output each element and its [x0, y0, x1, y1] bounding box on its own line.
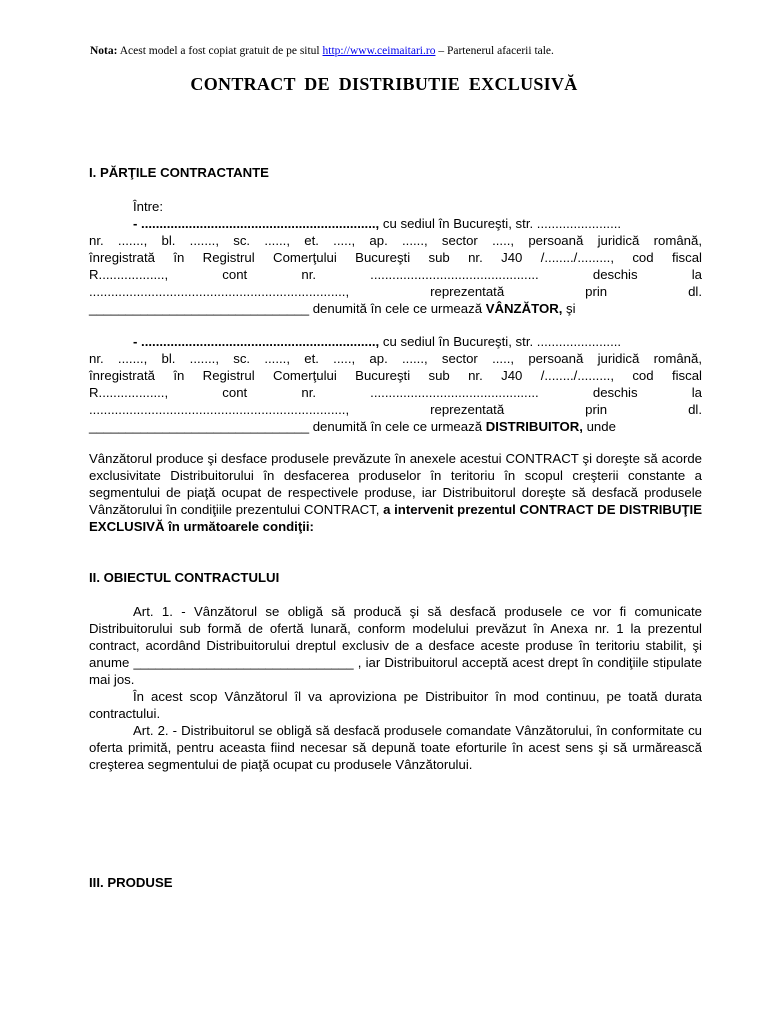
article-2: Art. 2. - Distribuitorul se obligă să desfacă produsele comandate Vânzătorului, în conformitate cu oferta primită, pentru aceasta fiind necesar să depună toate eforturile în acest sens şi să urmărească creşterea segmentului de piaţă ocupat cu produsele Vânzătorului. — [89, 723, 702, 772]
section-1-heading: I. PĂRŢILE CONTRACTANTE — [89, 165, 269, 180]
note-tagline: – Partenerul afacerii tale. — [435, 45, 554, 57]
intre-label: Între: — [133, 199, 164, 214]
party-2-role: DISTRIBUITOR, — [485, 419, 583, 434]
party-2-line-4: R.................., cont nr. .............................................. deschis la — [89, 385, 702, 400]
section-3-heading: III. PRODUSE — [89, 875, 173, 890]
source-note — [90, 44, 690, 58]
party-2-line-1: - ................................................................, cu sediul în Bucureşti, str. ....................... — [133, 334, 622, 349]
party-1-name: - ................................................................, — [133, 216, 380, 231]
party-1-line-2: nr. ......., bl. ......., sc. ......, et. ....., ap. ......, sector ....., persoană juridică română, — [89, 233, 702, 248]
party-1-line-6: ______________________________ denumită în cele ce urmează VÂNZĂTOR, şi — [89, 301, 576, 316]
party-1-line-1: - ................................................................, cu sediul în Bucureşti, str. ....................... — [133, 216, 622, 231]
article-1: Art. 1. - Vânzătorul se obligă să producă şi să desfacă produsele ce vor fi comunicate Distribuitorului sub formă de ofertă lunară, conform modelului prevăzut în Anexa nr. 1 la prezentul contract, acordând Distribuitorului dreptul exclusiv de a desface aceste produse în teritoriu stabilit, şi anume ______________________________ , iar Distribuitorul acceptă acest drept în condiţiile stipulate mai jos. — [89, 604, 702, 687]
party-2-line-5: ......................................................................, reprezentată prin dl. — [89, 402, 702, 417]
section-2-heading: II. OBIECTUL CONTRACTULUI — [89, 570, 280, 585]
note-text: Acest model a fost copiat gratuit de pe situl — [117, 45, 323, 57]
party-1-block — [89, 215, 702, 317]
party-1-role: VÂNZĂTOR, — [485, 301, 563, 316]
party-1-line-3: înregistrată în Registrul Comerţului Bucureşti sub nr. J40 /......../........., cod fiscal — [89, 250, 702, 265]
party-2-line-2: nr. ......., bl. ......., sc. ......, et. ....., ap. ......, sector ....., persoană juridică română, — [89, 351, 702, 366]
party-2-line-3: înregistrată în Registrul Comerţului Bucureşti sub nr. J40 /......../........., cod fiscal — [89, 368, 702, 383]
note-label: Nota: — [90, 45, 118, 57]
intro-paragraph: Vânzătorul produce şi desface produsele prevăzute în anexele acestui CONTRACT şi doreşte să acorde exclusivitate Distribuitorului în desfacerea produselor în teritoriu în scopul creşterii constante a segmentului de piaţă ocupat de respectivele produse, iar Distribuitorul doreşte să desfacă produsele Vânzătorului în condiţiile prezentului CONTRACT, a intervenit prezentul CONTRACT DE DISTRIBUŢIE EXCLUSIVĂ în următoarele condiţii: — [89, 451, 702, 534]
party-2-block — [89, 333, 702, 435]
party-2-line-6: ______________________________ denumită în cele ce urmează DISTRIBUITOR, unde — [89, 419, 616, 434]
party-1-line-4: R.................., cont nr. .............................................. deschis la — [89, 267, 702, 282]
article-1-supply: În acest scop Vânzătorul îl va aproviziona pe Distribuitor în mod continuu, pe toată durata contractului. — [89, 689, 702, 721]
document-title: CONTRACT DE DISTRIBUTIE EXCLUSIVĂ — [190, 74, 578, 94]
party-1-line-5: ......................................................................, reprezentată prin dl. — [89, 284, 702, 299]
party-2-name: - ................................................................, — [133, 334, 380, 349]
intro-bold-clause: a intervenit prezentul CONTRACT DE DISTRIBUŢIE EXCLUSIVĂ în următoarele condiţii: — [89, 502, 702, 534]
source-link[interactable]: http://www.ceimaitari.ro — [322, 45, 436, 57]
